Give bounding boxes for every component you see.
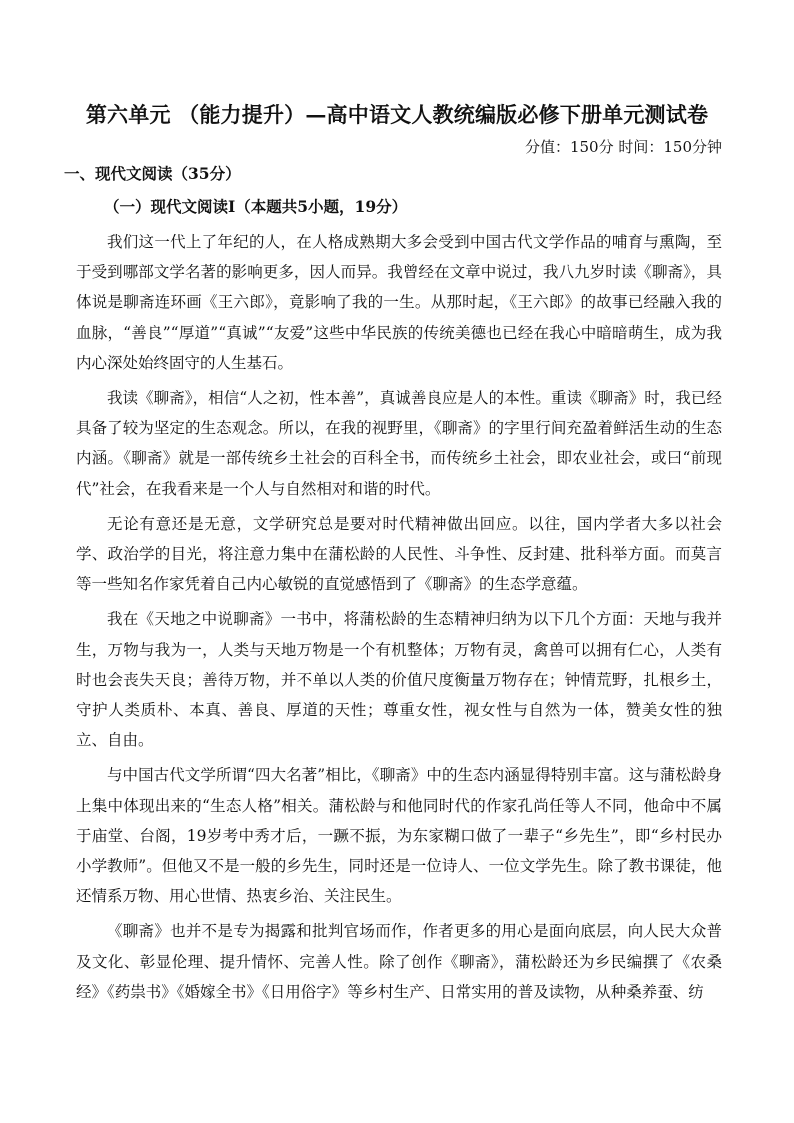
subsection-heading: （一）现代文阅读Ⅰ（本题共5小题，19分） — [104, 197, 408, 216]
paragraph: 《聊斋》也并不是专为揭露和批判官场而作，作者更多的用心是面向底层，向人民大众普及文化、彰显伦理、提升情怀、完善人性。除了创作《聊斋》，蒲松龄还为乡民编撰了《农桑经》《药祟书》《婚嫁全书》《日用俗字》等乡村生产、日常实用的普及读物，从种桑养蚕、纺 — [76, 922, 722, 1001]
score-time-line: 分值：150分 时间：150分钟 — [524, 138, 722, 156]
paragraph: 与中国古代文学所谓“四大名著”相比，《聊斋》中的生态内涵显得特别丰富。这与蒲松龄身上集中体现出来的“生态人格”相关。蒲松龄与和他同时代的作家孔尚任等人不同，他命中不属于庙堂、台阁，19岁考中秀才后，一蹶不振，为东家糊口做了一辈子“乡先生”，即“乡村民办小学教师”。但他又不是一般的乡先生，同时还是一位诗人、一位文学先生。除了教书课徒，他还情系万物、用心世情、热衷乡治、关注民生。 — [76, 766, 722, 906]
paragraph: 无论有意还是无意，文学研究总是要对时代精神做出回应。以往，国内学者大多以社会学、政治学的目光，将注意力集中在蒲松龄的人民性、斗争性、反封建、批科举方面。而莫言等一些知名作家凭着自己内心敏锐的直觉感悟到了《聊斋》的生态学意蕴。 — [76, 514, 722, 594]
paragraph: 我们这一代上了年纪的人，在人格成熟期大多会受到中国古代文学作品的哺育与熏陶，至于受到哪部文学名著的影响更多，因人而异。我曾经在文章中说过，我八九岁时读《聊斋》，具体说是聊斋连环画《王六郎》，竟影响了我的一生。从那时起，《王六郎》的故事已经融入我的血脉，“善良”“厚道”“真诚”“友爱”这些中华民族的传统美德也已经在我心中暗暗萌生，成为我内心深处始终固守的人生基石。 — [76, 233, 722, 372]
page-title: 第六单元 （能力提升）—高中语文人教统编版必修下册单元测试卷 — [85, 102, 709, 127]
reading-passage — [76, 227, 722, 1012]
paragraph: 我在《天地之中说聊斋》一书中，将蒲松龄的生态精神归纳为以下几个方面：天地与我并生，万物与我为一，人类与天地万物是一个有机整体；万物有灵，禽兽可以拥有仁心，人类有时也会丧失天良；善待万物，并不单以人类的价值尺度衡量万物存在；钟情荒野，扎根乡土，守护人类质朴、本真、善良、厚道的天性；尊重女性，视女性与自然为一体，赞美女性的独立、自由。 — [76, 610, 722, 750]
section-heading: 一、现代文阅读（35分） — [64, 164, 241, 183]
paragraph: 我读《聊斋》，相信“人之初，性本善”，真诚善良应是人的本性。重读《聊斋》时，我已经具备了较为坚定的生态观念。所以，在我的视野里，《聊斋》的字里行间充盈着鲜活生动的生态内涵。《聊斋》就是一部传统乡土社会的百科全书，而传统乡土社会，即农业社会，或曰“前现代”社会，在我看来是一个人与自然相对和谐的时代。 — [76, 389, 722, 498]
